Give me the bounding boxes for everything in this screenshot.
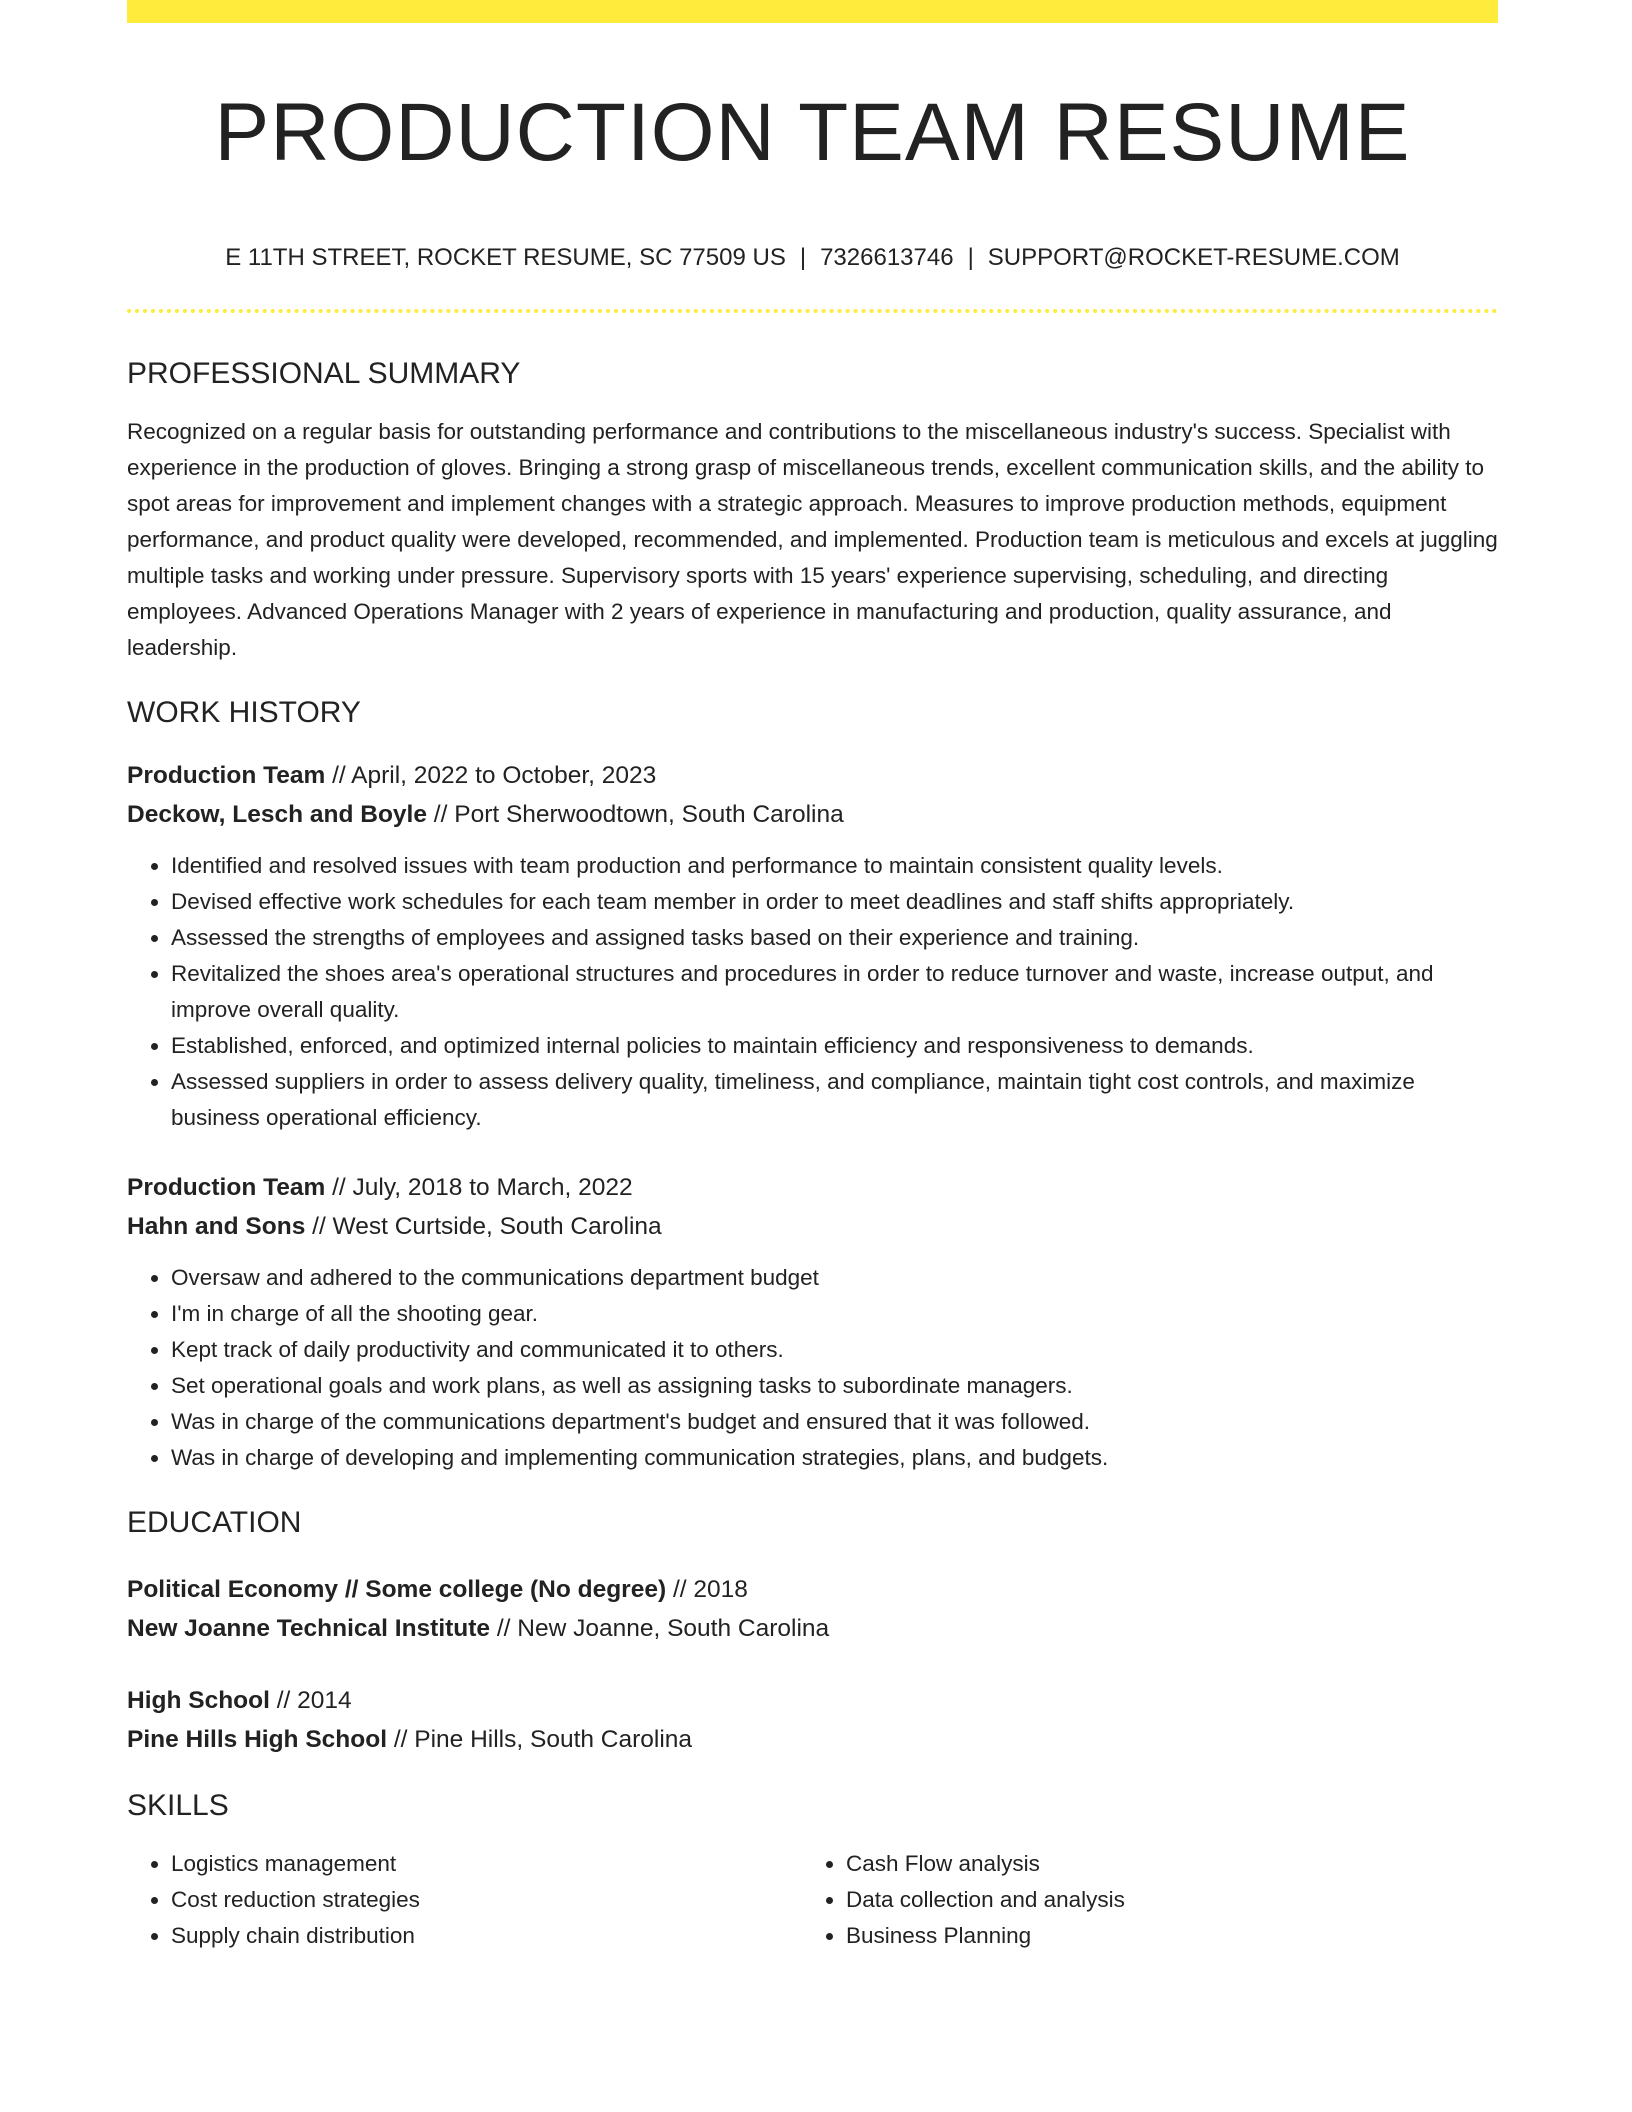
skill-item: • Supply chain distribution — [171, 1918, 802, 1954]
list-item: • Oversaw and adhered to the communications department budget — [171, 1260, 1498, 1296]
education-location: // Pine Hills, South Carolina — [387, 1726, 693, 1753]
education-school-line — [127, 1720, 1498, 1759]
education-school-line — [127, 1609, 1498, 1648]
education-entry — [127, 1681, 1498, 1759]
skill-item: • Cost reduction strategies — [171, 1882, 802, 1918]
job-company-line — [127, 1207, 1498, 1246]
list-item: • Was in charge of the communications department's budget and ensured that it was followed. — [171, 1404, 1498, 1440]
contact-address: E 11TH STREET, ROCKET RESUME, SC 77509 US — [225, 244, 786, 271]
job-company: Deckow, Lesch and Boyle — [127, 801, 427, 828]
list-item: • Identified and resolved issues with team production and performance to maintain consistent quality levels. — [171, 848, 1498, 884]
accent-bar — [127, 0, 1498, 23]
job-role: Production Team — [127, 1174, 326, 1201]
contact-phone: 7326613746 — [820, 244, 954, 271]
list-item: • Assessed the strengths of employees and assigned tasks based on their experience and training. — [171, 920, 1498, 956]
skills-list-left — [127, 1846, 802, 1954]
job-bullets — [127, 848, 1498, 1136]
contact-separator: | — [967, 244, 974, 271]
job-dates: // April, 2022 to October, 2023 — [325, 762, 657, 789]
job-entry — [127, 1168, 1498, 1476]
skills-list-right — [802, 1846, 1477, 1954]
education-school: New Joanne Technical Institute — [127, 1615, 491, 1642]
job-title-line — [127, 756, 1498, 795]
list-item: • Established, enforced, and optimized internal policies to maintain efficiency and responsiveness to demands. — [171, 1028, 1498, 1064]
education-school: Pine Hills High School — [127, 1726, 388, 1753]
skills-columns — [127, 1846, 1498, 1954]
job-location: // West Curtside, South Carolina — [305, 1213, 662, 1240]
skill-item: • Business Planning — [846, 1918, 1477, 1954]
skill-item: • Logistics management — [171, 1846, 802, 1882]
dotted-divider — [127, 309, 1498, 313]
list-item: • Devised effective work schedules for each team member in order to meet deadlines and staff shifts appropriately. — [171, 884, 1498, 920]
list-item: • Kept track of daily productivity and communicated it to others. — [171, 1332, 1498, 1368]
skill-item: • Data collection and analysis — [846, 1882, 1477, 1918]
education-year: // 2014 — [269, 1687, 352, 1714]
education-location: // New Joanne, South Carolina — [490, 1615, 830, 1642]
list-item: • I'm in charge of all the shooting gear. — [171, 1296, 1498, 1332]
job-entry — [127, 756, 1498, 1136]
contact-email: SUPPORT@ROCKET-RESUME.COM — [987, 244, 1400, 271]
job-dates: // July, 2018 to March, 2022 — [325, 1174, 633, 1201]
job-company: Hahn and Sons — [127, 1213, 306, 1240]
summary-text: Recognized on a regular basis for outstanding performance and contributions to the miscellaneous industry's success. Specialist with experience in the production of gloves. Bringing a strong grasp of miscellaneous trends, excellent communication skills, and the ability to spot areas for improvement and implement changes with a strategic approach. Measures to improve production methods, equipment performance, and product quality were developed, recommended, and implemented. Production team is meticulous and excels at juggling multiple tasks and working under pressure. Supervisory sports with 15 years' experience supervising, scheduling, and directing employees. Advanced Operations Manager with 2 years of experience in manufacturing and production, quality assurance, and leadership. — [127, 419, 1498, 660]
education-entry — [127, 1570, 1498, 1648]
list-item: • Was in charge of developing and implementing communication strategies, plans, and budgets. — [171, 1440, 1498, 1476]
skills-heading: SKILLS — [127, 1789, 229, 1822]
list-item: • Revitalized the shoes area's operational structures and procedures in order to reduce turnover and waste, increase output, and improve overall quality. — [171, 956, 1498, 1028]
contact-separator: | — [799, 244, 807, 271]
education-degree: High School — [127, 1687, 270, 1714]
job-role: Production Team — [127, 762, 326, 789]
resume-title: PRODUCTION TEAM RESUME — [214, 87, 1411, 178]
resume-page — [127, 0, 1498, 1954]
contact-line — [127, 243, 1498, 273]
education-year: // 2018 — [666, 1576, 748, 1603]
list-item: • Set operational goals and work plans, as well as assigning tasks to subordinate managers. — [171, 1368, 1498, 1404]
job-title-line — [127, 1168, 1498, 1207]
job-company-line — [127, 795, 1498, 834]
education-degree-line — [127, 1681, 1498, 1720]
skill-item: • Cash Flow analysis — [846, 1846, 1477, 1882]
education-degree-line — [127, 1570, 1498, 1609]
summary-heading: PROFESSIONAL SUMMARY — [127, 357, 521, 390]
job-location: // Port Sherwoodtown, South Carolina — [427, 801, 844, 828]
list-item: • Assessed suppliers in order to assess delivery quality, timeliness, and compliance, maintain tight cost controls, and maximize business operational efficiency. — [171, 1064, 1498, 1136]
education-heading: EDUCATION — [127, 1506, 302, 1539]
job-bullets — [127, 1260, 1498, 1476]
education-degree: Political Economy // Some college (No degree) — [127, 1576, 667, 1603]
work-history-heading: WORK HISTORY — [127, 696, 361, 729]
